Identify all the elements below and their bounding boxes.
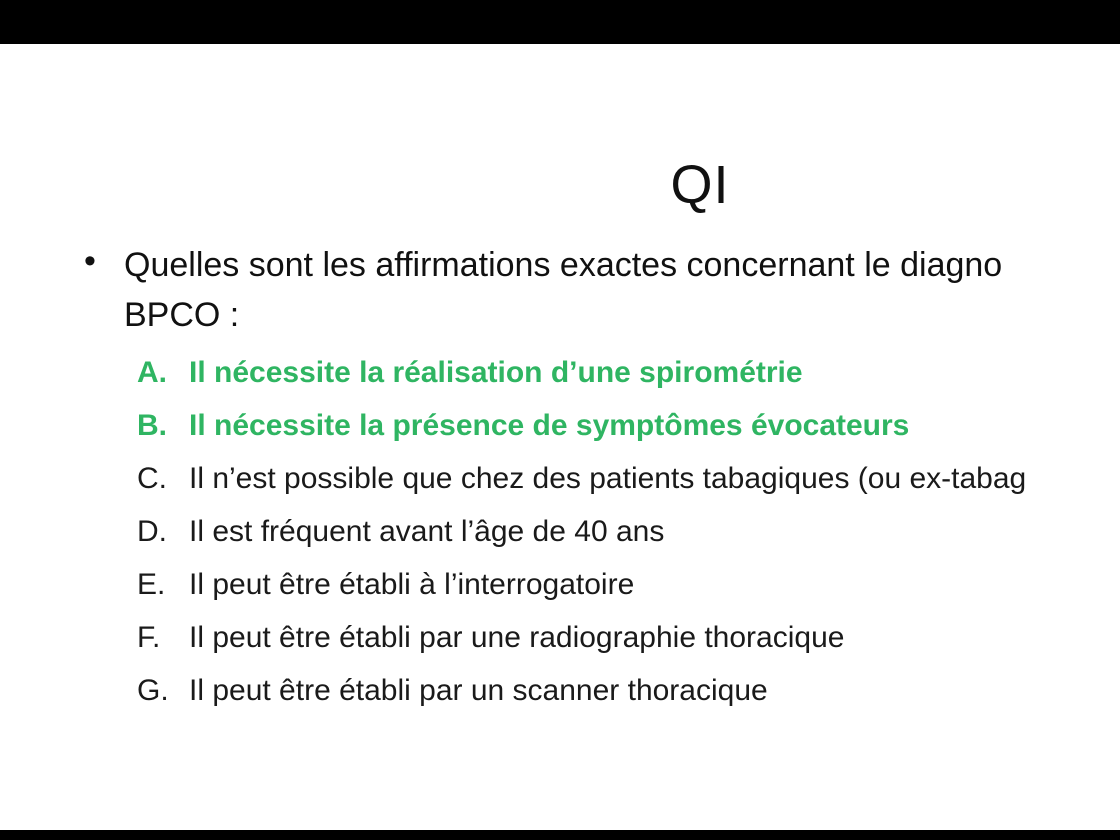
- option-e: [137, 558, 1026, 611]
- option-letter: G.: [137, 673, 169, 707]
- bullet-icon: •: [84, 242, 96, 280]
- option-text: Il nécessite la présence de symptômes évocateurs: [189, 408, 910, 442]
- option-b: [137, 399, 1026, 452]
- question-line-2: BPCO :: [124, 296, 240, 334]
- option-text: Il est fréquent avant l’âge de 40 ans: [189, 514, 665, 548]
- option-text: Il peut être établi par un scanner thoracique: [189, 673, 768, 707]
- option-text: Il peut être établi par une radiographie thoracique: [189, 620, 845, 654]
- slide-title: QI: [670, 155, 730, 215]
- option-f: [137, 611, 1026, 664]
- option-text: Il peut être établi à l’interrogatoire: [189, 567, 635, 601]
- option-d: [137, 505, 1026, 558]
- option-letter: F.: [137, 620, 161, 654]
- option-text: Il n’est possible que chez des patients tabagiques (ou ex-tabag: [189, 461, 1027, 495]
- option-g: [137, 664, 1026, 717]
- option-letter: B.: [137, 408, 167, 442]
- option-letter: C.: [137, 461, 167, 495]
- question-line-1: Quelles sont les affirmations exactes concernant le diagno: [124, 246, 1003, 284]
- option-c: [137, 452, 1026, 505]
- question-text: [124, 240, 1120, 340]
- option-letter: E.: [137, 567, 166, 601]
- option-text: Il nécessite la réalisation d’une spirométrie: [189, 355, 803, 389]
- answer-options-list: [137, 346, 1026, 717]
- option-letter: A.: [137, 355, 167, 389]
- option-letter: D.: [137, 514, 167, 548]
- presentation-slide: [0, 44, 1120, 830]
- option-a: [137, 346, 1026, 399]
